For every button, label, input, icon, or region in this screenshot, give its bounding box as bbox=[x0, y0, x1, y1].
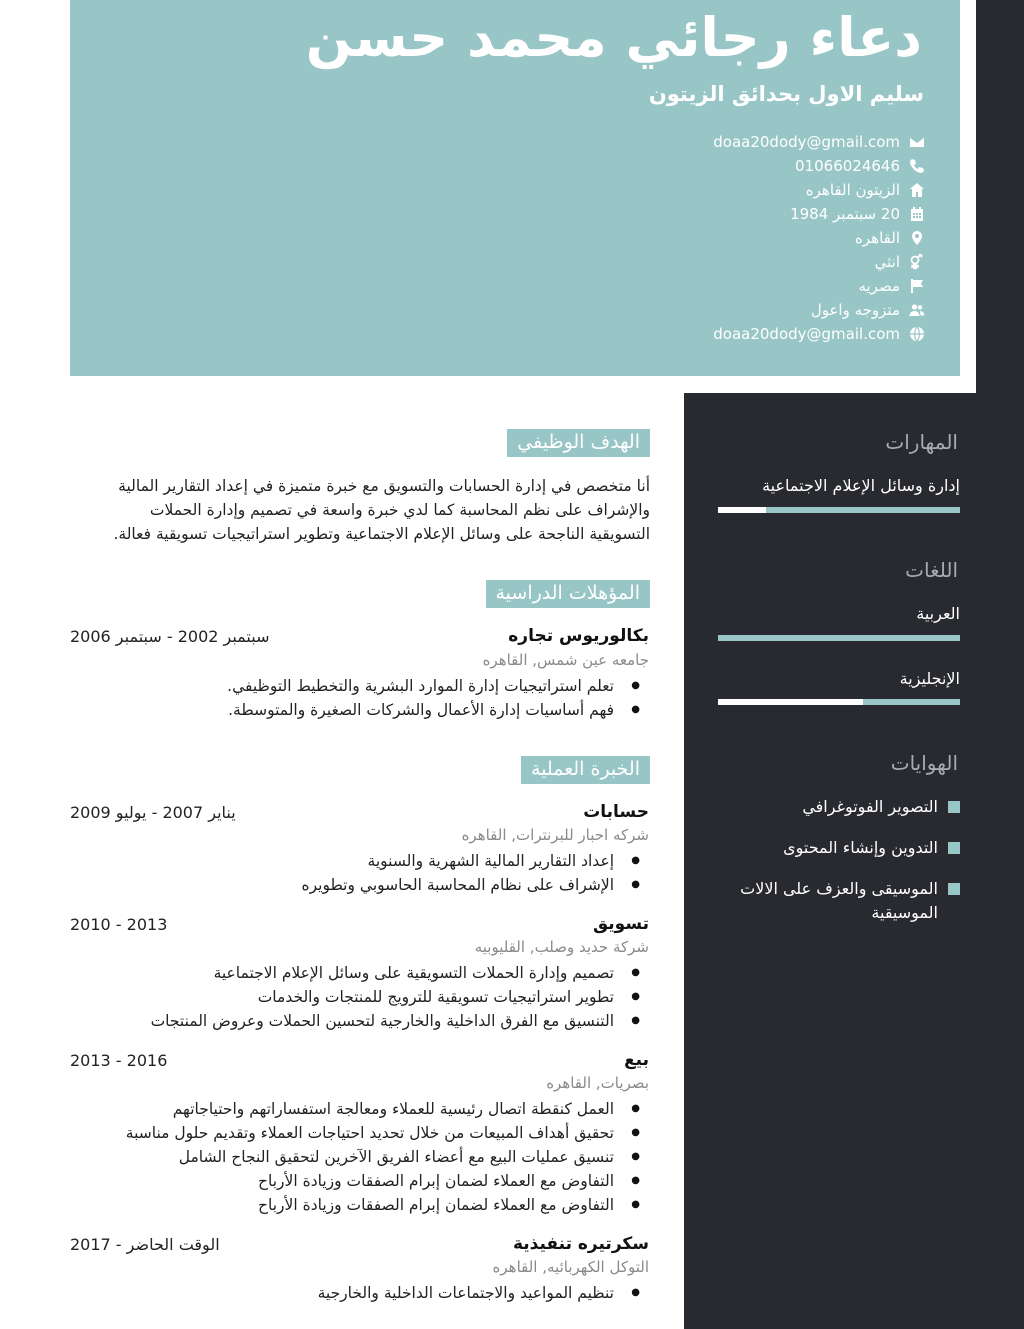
job-company: شركه احبار للبرنترات, القاهره bbox=[461, 826, 649, 844]
contact-text: doaa20dody@gmail.com bbox=[713, 133, 900, 151]
list-item bbox=[720, 877, 960, 925]
job-title: تسويق bbox=[592, 914, 649, 934]
job-title: حسابات bbox=[583, 802, 649, 822]
education-date: سبتمبر 2002 - سبتمبر 2006 bbox=[70, 627, 270, 646]
hobby-label: الموسيقى والعزف على الالات الموسيقية bbox=[740, 879, 938, 922]
contact-text: متزوجه واعول bbox=[810, 301, 900, 319]
envelope-icon bbox=[908, 133, 926, 151]
square-bullet-icon bbox=[948, 842, 960, 854]
square-bullet-icon bbox=[948, 883, 960, 895]
education-institution: جامعه عين شمس, القاهره bbox=[482, 651, 649, 669]
job-bullets bbox=[301, 849, 614, 897]
contact-address bbox=[713, 178, 926, 202]
hobbies-heading: الهوايات bbox=[890, 751, 958, 775]
list-item: ● العمل كنقطة اتصال رئيسية للعملاء ومعالجة استفساراتهم واحتياجاتهم bbox=[126, 1097, 614, 1121]
list-item: ● تعلم استراتيجيات إدارة الموارد البشرية والتخطيط التوظيفي. bbox=[227, 674, 614, 698]
skill-level-bar bbox=[718, 507, 960, 513]
globe-icon bbox=[908, 325, 926, 343]
hobby-label: التصوير الفوتوغرافي bbox=[802, 797, 938, 816]
list-item: ● التفاوض مع العملاء لضمان إبرام الصفقات وزيادة الأرباح bbox=[126, 1169, 614, 1193]
list-item: ● تطوير استراتيجيات تسويقية للترويج للمنتجات والخدمات bbox=[151, 985, 614, 1009]
job-bullets bbox=[151, 961, 614, 1033]
contact-website[interactable] bbox=[713, 322, 926, 346]
contact-text: 20 سبتمبر 1984 bbox=[790, 205, 900, 223]
language-level-bar bbox=[718, 635, 960, 641]
job-date: يناير 2007 - يوليو 2009 bbox=[70, 803, 236, 822]
list-item: ● تصميم وإدارة الحملات التسويقية على وسائل الإعلام الاجتماعية bbox=[151, 961, 614, 985]
contact-list bbox=[713, 130, 926, 346]
gender-icon bbox=[908, 253, 926, 271]
objective-line: والإشراف على نظم المحاسبة كما لدي خبرة واسعة في تصميم وإدارة الحملات bbox=[149, 501, 650, 519]
phone-icon bbox=[908, 157, 926, 175]
list-item: ● تحقيق أهداف المبيعات من خلال تحديد احتياجات العملاء وتقديم حلول مناسبة bbox=[126, 1121, 614, 1145]
contact-gender bbox=[713, 250, 926, 274]
skills-heading: المهارات bbox=[885, 430, 958, 454]
contact-birthdate bbox=[713, 202, 926, 226]
list-item: ● تنسيق عمليات البيع مع أعضاء الفريق الآخرين لتحقيق النجاح الشامل bbox=[126, 1145, 614, 1169]
job-date: 2017 - الوقت الحاضر bbox=[70, 1235, 220, 1254]
skill-label: إدارة وسائل الإعلام الاجتماعية bbox=[762, 476, 960, 495]
list-item: ● الإشراف على نظام المحاسبة الحاسوبي وتطويره bbox=[301, 873, 614, 897]
job-company: بصريات, القاهره bbox=[546, 1074, 649, 1092]
contact-city bbox=[713, 226, 926, 250]
list-item: ● إعداد التقارير المالية الشهرية والسنوية bbox=[301, 849, 614, 873]
objective-line: أنا متخصص في إدارة الحسابات والتسويق مع خبرة متميزة في إعداد التقارير المالية bbox=[118, 477, 650, 495]
users-icon bbox=[908, 301, 926, 319]
job-company: شركة حديد وصلب, القليوبيه bbox=[474, 938, 649, 956]
list-item: ● فهم أساسيات إدارة الأعمال والشركات الصغيرة والمتوسطة. bbox=[227, 698, 614, 722]
contact-nationality bbox=[713, 274, 926, 298]
square-bullet-icon bbox=[948, 801, 960, 813]
job-bullets bbox=[318, 1281, 614, 1305]
flag-icon bbox=[908, 277, 926, 295]
objective-line: التسويقية الناجحة على وسائل الإعلام الاجتماعية وتطوير استراتيجيات تسويقية فعالة. bbox=[113, 525, 650, 543]
contact-text: القاهره bbox=[855, 229, 900, 247]
objective-heading: الهدف الوظيفي bbox=[507, 429, 650, 457]
education-heading: المؤهلات الدراسية bbox=[486, 580, 651, 608]
hobbies-list bbox=[720, 795, 960, 942]
job-date: 2013 - 2016 bbox=[70, 1051, 168, 1070]
sidebar-top-strip bbox=[976, 0, 1024, 395]
education-degree: بكالوريوس تجاره bbox=[508, 626, 649, 646]
contact-text: الزيتون القاهره bbox=[805, 181, 900, 199]
objective-text bbox=[70, 474, 650, 546]
contact-text: 01066024646 bbox=[795, 157, 900, 175]
contact-phone[interactable] bbox=[713, 154, 926, 178]
list-item bbox=[720, 795, 960, 819]
list-item bbox=[720, 836, 960, 860]
language-label: العربية bbox=[916, 604, 960, 623]
job-date: 2010 - 2013 bbox=[70, 915, 168, 934]
job-title: سكرتيره تنفيذية bbox=[512, 1234, 649, 1254]
hobby-label: التدوين وإنشاء المحتوى bbox=[783, 838, 938, 857]
job-bullets bbox=[126, 1097, 614, 1217]
skill-level-fill bbox=[718, 507, 766, 513]
education-bullets bbox=[227, 674, 614, 722]
contact-text: مصريه bbox=[858, 277, 900, 295]
contact-marital bbox=[713, 298, 926, 322]
languages-heading: اللغات bbox=[905, 558, 958, 582]
calendar-icon bbox=[908, 205, 926, 223]
contact-text: doaa20dody@gmail.com bbox=[713, 325, 900, 343]
home-icon bbox=[908, 181, 926, 199]
list-item: ● التفاوض مع العملاء لضمان إبرام الصفقات وزيادة الأرباح bbox=[126, 1193, 614, 1217]
list-item: ● التنسيق مع الفرق الداخلية والخارجية لتحسين الحملات وعروض المنتجات bbox=[151, 1009, 614, 1033]
candidate-name: دعاء رجائي محمد حسن bbox=[305, 6, 922, 69]
header-panel bbox=[70, 0, 960, 376]
list-item: ● تنظيم المواعيد والاجتماعات الداخلية والخارجية bbox=[318, 1281, 614, 1305]
language-level-bar bbox=[718, 699, 960, 705]
contact-email[interactable] bbox=[713, 130, 926, 154]
contact-text: انثي bbox=[874, 253, 900, 271]
map-pin-icon bbox=[908, 229, 926, 247]
job-company: التوكل الكهربائيه, القاهره bbox=[492, 1258, 649, 1276]
language-level-fill bbox=[718, 699, 863, 705]
candidate-subtitle: سليم الاول بحدائق الزيتون bbox=[648, 82, 924, 106]
job-title: بيع bbox=[624, 1050, 649, 1070]
language-label: الإنجليزية bbox=[899, 669, 960, 688]
experience-heading: الخبرة العملية bbox=[521, 756, 650, 784]
